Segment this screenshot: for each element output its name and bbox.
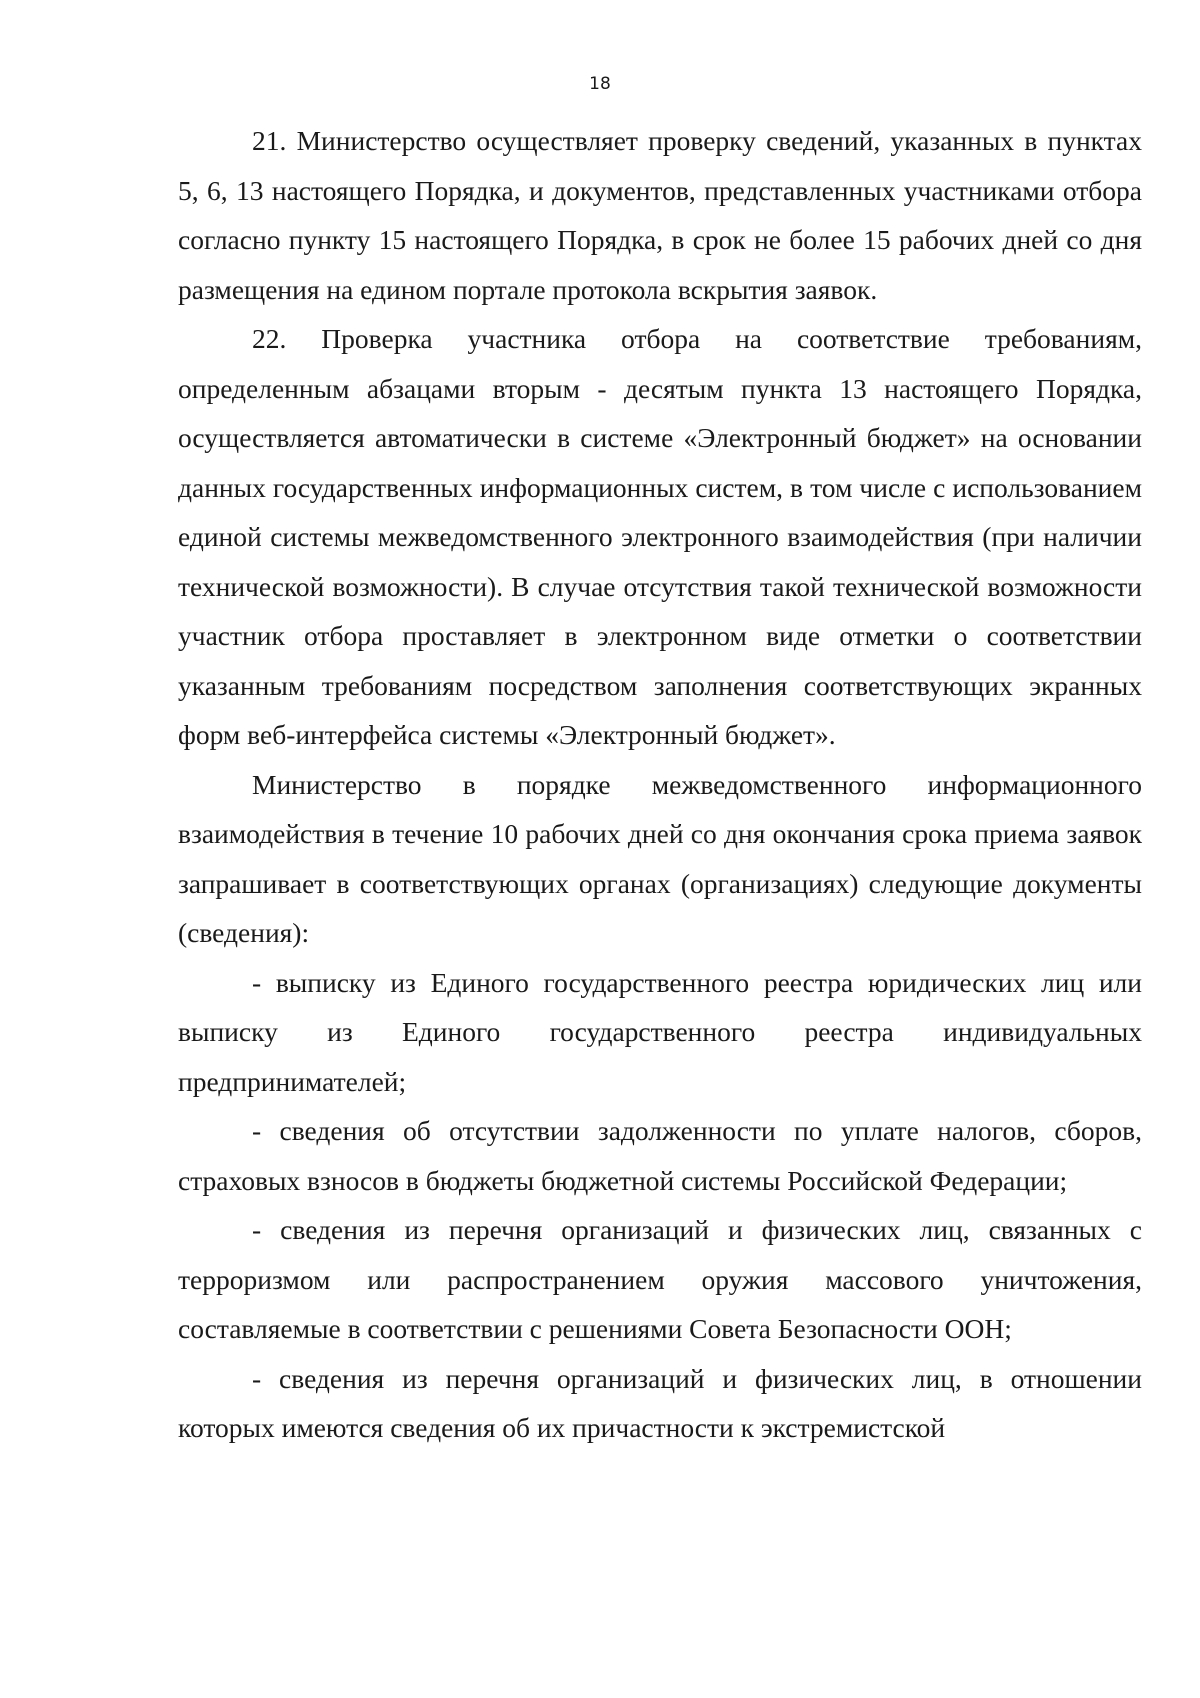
page-number: 18 <box>589 74 611 94</box>
list-item-terrorism-list: - сведения из перечня организаций и физических лиц, связанных с терроризмом или распространением оружия массового уничтожения, составляемые в соответствии с решениями Совета Безопасности ООН; <box>178 1214 1142 1344</box>
paragraph-21: 21. Министерство осуществляет проверку сведений, указанных в пунктах 5, 6, 13 настоящего Порядка, и документов, представленных участниками отбора согласно пункту 15 настоящего Порядка, в срок не более 15 рабочих дней со дня размещения на едином портале протокола вскрытия заявок. <box>178 125 1142 305</box>
list-item-egrul-extract: - выписку из Единого государственного реестра юридических лиц или выписку из Единого государственного реестра индивидуальных предпринимателей; <box>178 966 1142 1097</box>
list-item-tax-debt-info: - сведения об отсутствии задолженности по уплате налогов, сборов, страховых взносов в бюджеты бюджетной системы Российской Федерации; <box>178 1115 1142 1196</box>
document-body <box>178 116 1142 1453</box>
paragraph-ministry-requests: Министерство в порядке межведомственного информационного взаимодействия в течение 10 рабочих дней со дня окончания срока приема заявок запрашивает в соответствующих органах (организациях) следующие документы (сведения): <box>178 768 1142 948</box>
list-item-extremism-list: - сведения из перечня организаций и физических лиц, в отношении которых имеются сведения об их причастности к экстремистской <box>178 1362 1142 1443</box>
paragraph-22: 22. Проверка участника отбора на соответствие требованиям, определенным абзацами вторым - десятым пункта 13 настоящего Порядка, осуществляется автоматически в системе «Электронный бюджет» на основании данных государственных информационных систем, в том числе с использованием единой системы межведомственного электронного взаимодействия (при наличии технической возможности). В случае отсутствия такой технической возможности участник отбора проставляет в электронном виде отметки о соответствии указанным требованиям посредством заполнения соответствующих экранных форм веб-интерфейса системы «Электронный бюджет». <box>178 323 1142 750</box>
